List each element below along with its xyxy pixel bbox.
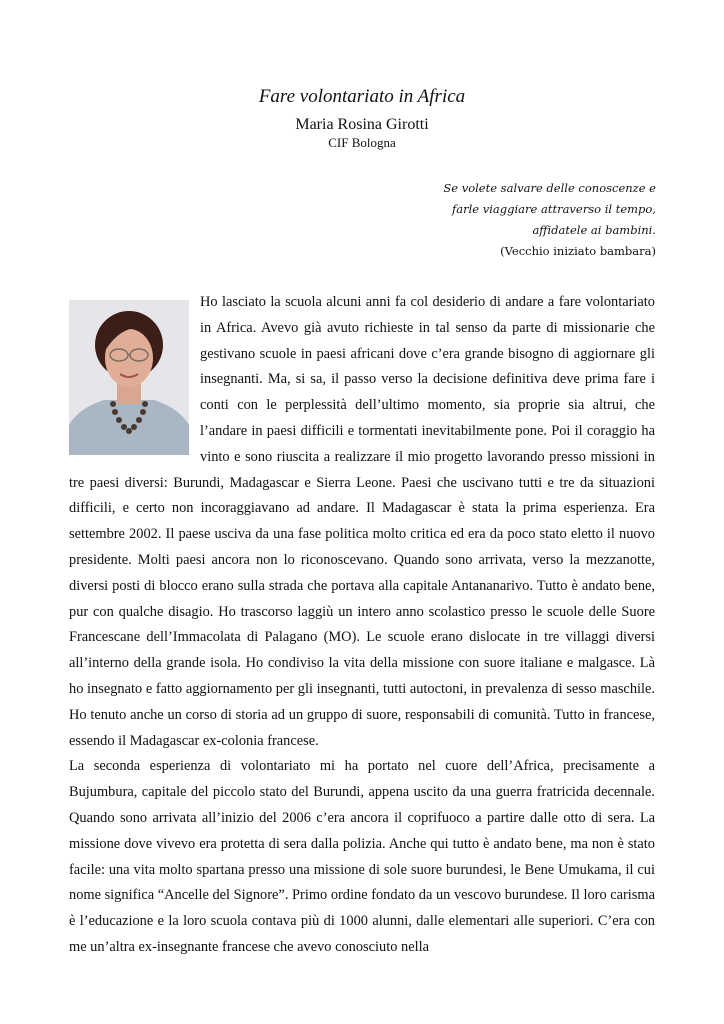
paragraph: La seconda esperienza di volontariato mi ha portato nel cuore dell’Africa, precisamente a Bujumbura, capitale del piccolo stato del Burundi, appena uscito da una guerra fratricida decennale. Quando sono arrivata all’inizio del 2006 c’era ancora il coprifuoco a partire dalle otto di sera. La missione dove vivevo era protetta di sera dalla polizia. Anche qui tutto è andato bene, ma non è stato facile: una vita molto spartana presso una missione di sole suore burundesi, le Bene Umukama, il cui nome significa “Ancelle del Signore”. Primo ordine fondato da un vescovo burundese. Il loro carisma è l’educazione e la loro scuola contava più di 1000 alunni, dalle elementari alle superiori. C’era con me un’altra ex-insegnante francese che avevo conosciuto nella [69, 758, 655, 955]
epigraph-line: farle viaggiare attraverso il tempo, [451, 202, 656, 216]
photo-spacer [69, 290, 200, 470]
paragraph: Ho lasciato la scuola alcuni anni fa col desiderio di andare a fare volontariato in Africa. Avevo già avuto richieste in tal senso da parte di missionarie che gestivano scuole in paesi africani dove c’era grande bisogno di aggiornare gli insegnanti. Ma, si sa, il passo verso la decisione definitiva deve prima fare i conti con le perplessità dell’ultimo momento, sia proprie sia altrui, che l’andare in paesi difficili e tormentati inevitabilmente pone. Poi il coraggio ha vinto e sono riuscita a realizzare il mio progetto lavorando presso missioni in tre paesi diversi: Burundi, Madagascar e Sierra Leone. Paesi che uscivano tutti e tre da situazioni difficili, e certo non incoraggiavano ad andare. Il Madagascar è stata la prima esperienza. Era settembre 2002. Il paese usciva da una fase politica molto critica ed era da poco stato eletto il nuovo presidente. Molti paesi ancora non lo riconoscevano. Quando sono arrivata, verso la mezzanotte, diversi posti di blocco erano sulla strada che portava alla capitale Antananarivo. Tutto è andato bene, pur con qualche disagio. Ho trascorso laggiù un intero anno scolastico presso le scuole delle Suore Francescane dell’Immacolata di Palagano (MO). Le scuole erano dislocate in tre villaggi diversi all’interno della grande isola. Ho condiviso la vita della missione con suore italiane e malgasce. Là ho insegnato e fatto aggiornamento per gli insegnanti, tutti autoctoni, in prevalenza di sesso maschile. Ho tenuto anche un corso di storia ad un gruppo di suore, responsabili di comunità. Tutto in francese, essendo il Madagascar ex-colonia francese. [69, 294, 655, 749]
epigraph [236, 178, 656, 262]
epigraph-line: affidatele ai bambini. [532, 223, 656, 237]
epigraph-line: Se volete salvare delle conoscenze e [443, 181, 656, 195]
document-title: Fare volontariato in Africa [258, 86, 466, 107]
author-name: Maria Rosina Girotti [295, 116, 429, 133]
article-body [69, 290, 655, 961]
author-affiliation: CIF Bologna [328, 135, 396, 150]
epigraph-source: (Vecchio iniziato bambara) [500, 244, 656, 258]
